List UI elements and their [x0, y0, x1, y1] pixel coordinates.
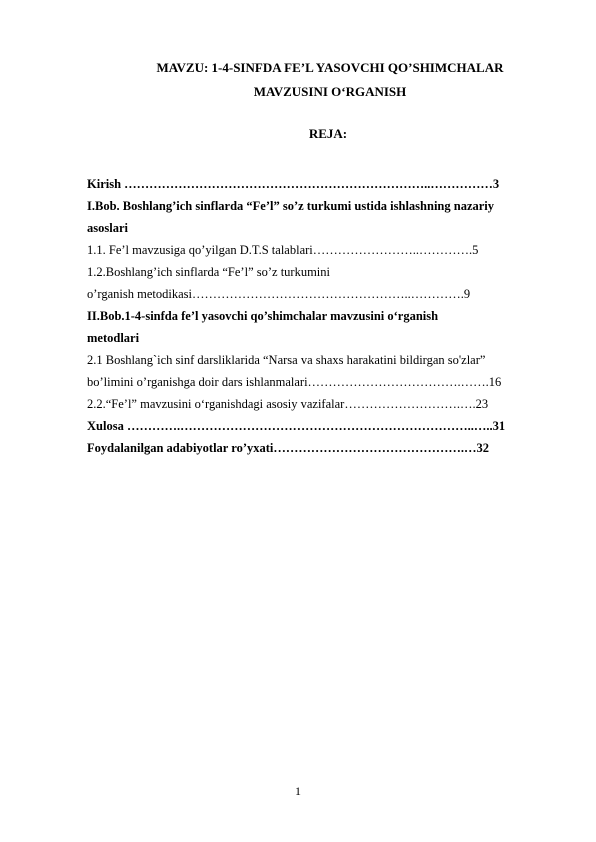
toc-entry-1-2-cont: o’rganish metodikasi……………………………………………..………….9 [87, 287, 471, 301]
toc-entry-1-1: 1.1. Fe’l mavzusiga qo’yilgan D.T.S talablari……………………..………….5 [87, 243, 479, 257]
toc-entry-2-1-cont: bo’limini o’rganishga doir dars ishlanmalari……………………………….…….16 [87, 375, 502, 389]
toc-entry-chapter-1: I.Bob. Boshlang’ich sinflarda “Fe’l” so’z turkumi ustida ishlashning nazariy [87, 199, 495, 213]
toc-entry-1-2: 1.2.Boshlang’ich sinflarda “Fe’l” so’z turkumini [87, 265, 330, 279]
title-line-1: MAVZU: 1-4-SINFDA FE’L YASOVCHI QO’SHIMCHALAR [156, 60, 504, 75]
table-of-contents [87, 173, 552, 459]
plan-heading: REJA: [308, 126, 348, 141]
toc-entry-references: Foydalanilgan adabiyotlar ro’yxati……………………………………….…32 [87, 441, 489, 455]
toc-entry-2-1: 2.1 Boshlang`ich sinf darsliklarida “Narsa va shaxs harakatini bildirgan so'zlar” [87, 353, 486, 367]
toc-entry-2-2: 2.2.“Fe’l” mavzusini o‘rganishdagi asosiy vazifalar……………………….….23 [87, 397, 489, 411]
toc-entry-xulosa: Xulosa ………….……………………………………………………………..…..31 [87, 419, 506, 433]
toc-entry-chapter-2-cont: metodlari [87, 331, 140, 345]
page-number: 1 [295, 784, 301, 798]
toc-entry-chapter-1-cont: asoslari [87, 221, 128, 235]
toc-entry-chapter-2: II.Bob.1-4-sinfda fe’l yasovchi qo’shimchalar mavzusini o‘rganish [87, 309, 439, 323]
title-line-2: MAVZUSINI O‘RGANISH [253, 84, 407, 99]
toc-entry-kirish: Kirish ………………………………………………………………..……………3 [87, 177, 500, 191]
